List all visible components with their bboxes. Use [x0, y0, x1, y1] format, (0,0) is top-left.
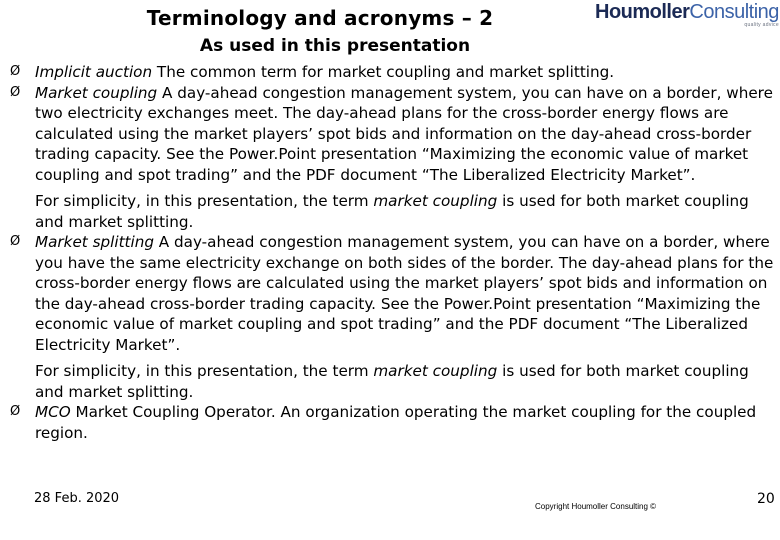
bullet-arrow-icon: Ø [10, 84, 21, 100]
term-definition: A day-ahead congestion management system, you can have on a border, where two electricity exchanges meet. The day-ahead plans for the cross-border energy flows are calculated using the market players’ spot bids and information on the day-ahead cross-border trading capacity. See the Power.Point presentation “Maximizing the economic value of market coupling and spot trading” and the PDF document “The Liberalized Electricity Market”. [35, 83, 773, 184]
term-label: Market splitting [35, 233, 154, 251]
list-item-implicit-auction [10, 62, 778, 83]
page-number: 20 [757, 491, 775, 507]
term-definition: Market Coupling Operator. An organization operating the market coupling for the coupled region. [35, 403, 757, 442]
slide-subtitle: As used in this presentation [199, 36, 471, 56]
term-label: Implicit auction [35, 63, 153, 81]
term-definition: A day-ahead congestion management system, you can have on a border, where you have the same electricity exchange on both sides of the border. The day-ahead plans for the cross-border energy flows are calculated using the market players’ spot bids and information on the day-ahead cross-border trading capacity. See the Power.Point presentation “Maximizing the economic value of market coupling and spot trading” and the PDF document “The Liberalized Electricity Market”. [35, 233, 774, 354]
company-logo [592, 2, 778, 32]
slide-title: Terminology and acronyms – 2 [146, 6, 494, 30]
term-label: MCO [35, 403, 71, 421]
footer-copyright: Copyright Houmoller Consulting © [535, 502, 657, 511]
simplicity-note: For simplicity, in this presentation, the term market coupling is used for both market coupling and market splitting. [35, 362, 749, 401]
term-label: Market coupling [35, 83, 158, 102]
logo-wordmark: HoumollerConsulting [595, 1, 779, 23]
list-item-market-splitting [10, 232, 778, 355]
footer-date: 28 Feb. 2020 [34, 491, 120, 506]
bullet-arrow-icon: Ø [10, 64, 21, 79]
bullet-arrow-icon: Ø [10, 404, 21, 419]
logo-tagline: quality advice [744, 22, 779, 28]
list-item-market-coupling [10, 83, 778, 186]
term-definition: The common term for market coupling and market splitting. [152, 63, 615, 81]
simplicity-note: For simplicity, in this presentation, the term market coupling is used for both market coupling and market splitting. [35, 192, 749, 231]
terminology-list [10, 62, 778, 443]
bullet-arrow-icon: Ø [10, 234, 21, 249]
list-item-mco [10, 402, 778, 443]
